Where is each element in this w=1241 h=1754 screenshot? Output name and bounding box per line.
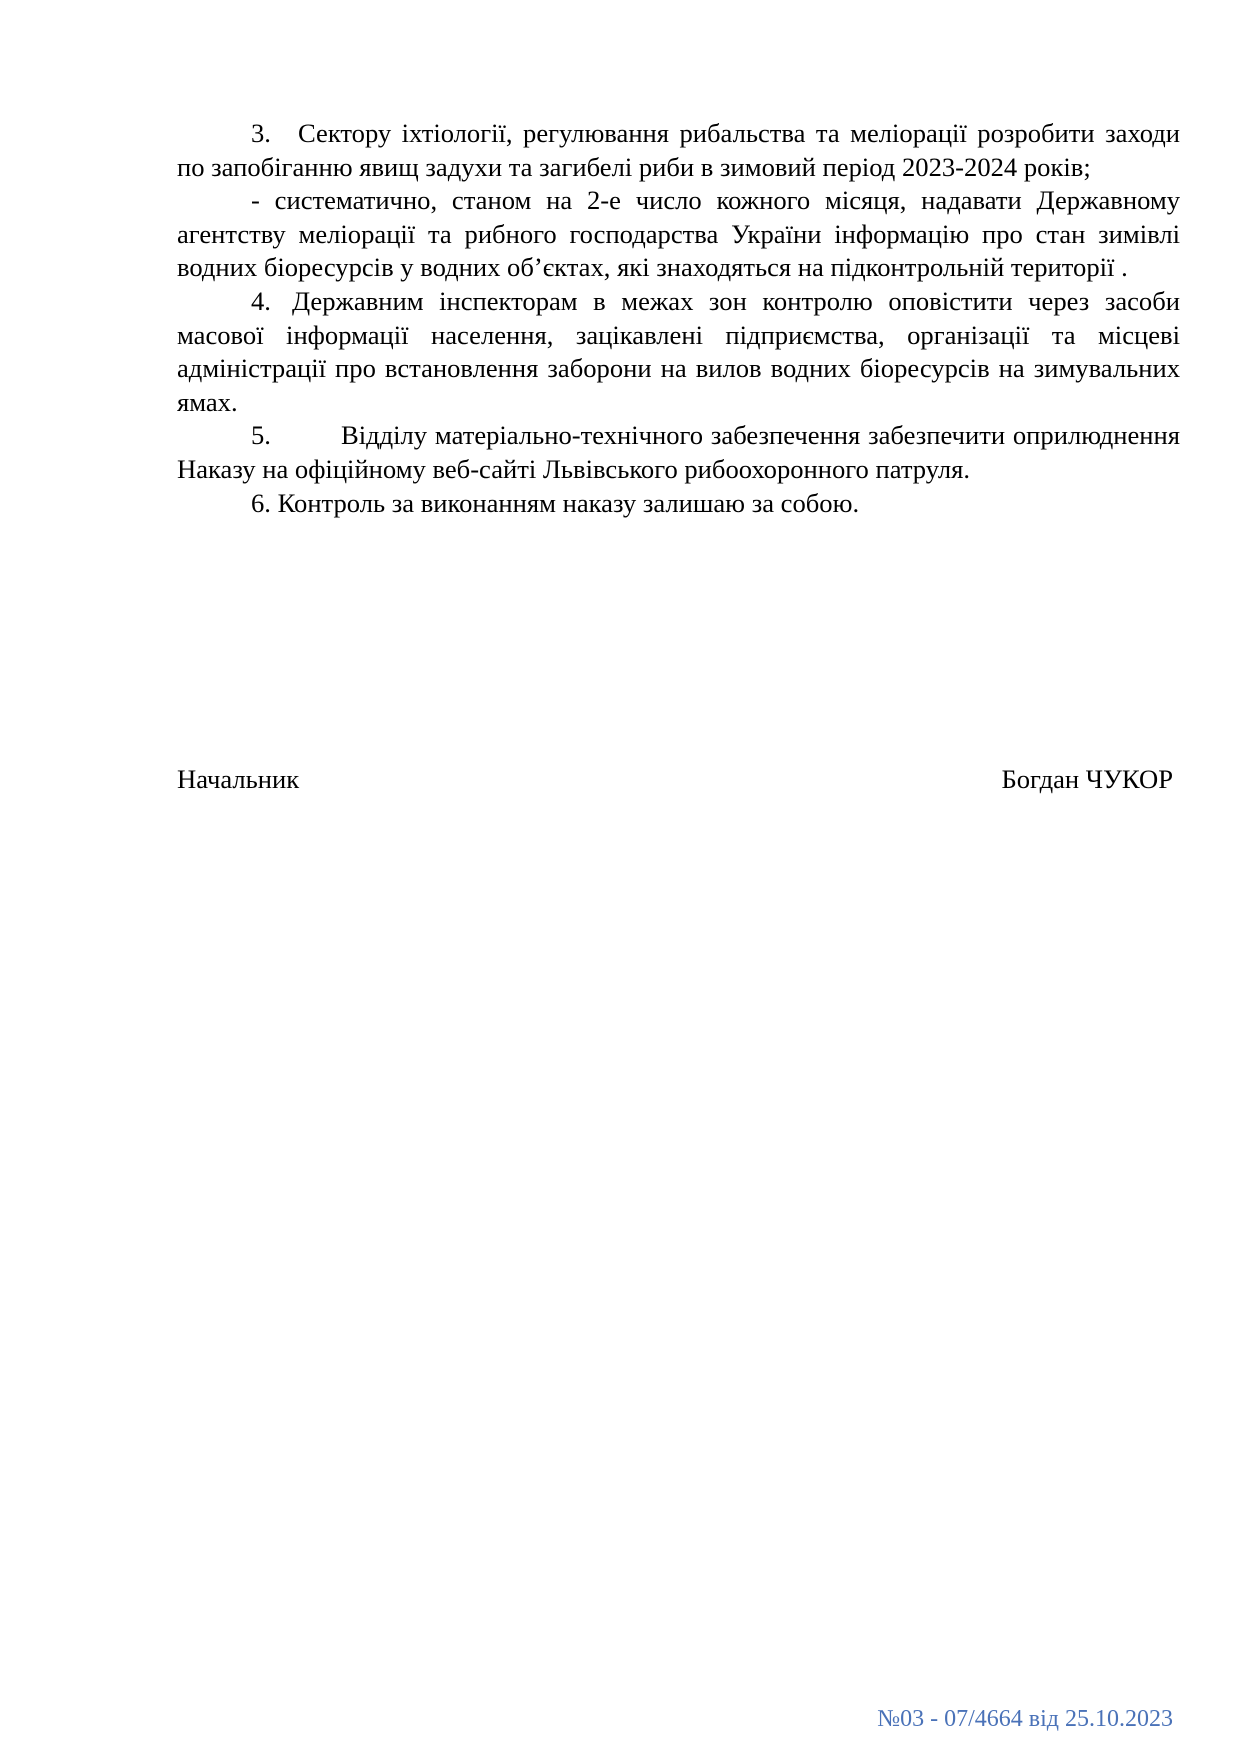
paragraph-text: Сектору іхтіології, регулювання рибальства та меліорації розробити заходи по запобіганню явищ задухи та загибелі риби в зимовий період 2023-2024 років; <box>177 118 1180 182</box>
paragraph-text: Контроль за виконанням наказу залишаю за собою. <box>277 487 860 518</box>
signatory-name: Богдан ЧУКОР <box>1001 764 1173 794</box>
paragraph-number: 6. <box>251 487 271 518</box>
paragraph-6 <box>177 487 1180 521</box>
paragraph-3 <box>177 117 1180 184</box>
document-body <box>177 117 1180 520</box>
signature-block <box>177 763 1173 797</box>
paragraph-5 <box>177 419 1180 486</box>
signatory-position: Начальник <box>177 764 300 794</box>
paragraph-number: 3. <box>251 118 271 148</box>
paragraph-number: 5. <box>251 420 271 451</box>
paragraph-text: Відділу матеріально-технічного забезпечення забезпечити оприлюднення Наказу на офіційному веб-сайті Львівського рибоохоронного патруля. <box>177 420 1180 484</box>
paragraph-text: Державним інспекторам в межах зон контролю оповістити через засоби масової інформації населення, зацікавлені підприємства, організації та місцеві адміністрації про встановлення заборони на вилов водних біоресурсів на зимувальних ямах. <box>177 285 1180 417</box>
paragraph-number: 4. <box>251 285 271 316</box>
paragraph-text: - систематично, станом на 2-е число кожного місяця, надавати Державному агентству меліорації та рибного господарства України інформацію про стан зимівлі водних біоресурсів у водних об’єктах, які знаходяться на підконтрольній території . <box>177 185 1180 283</box>
paragraph-4 <box>177 285 1180 419</box>
registration-number: №03 - 07/4664 від 25.10.2023 <box>877 1706 1173 1732</box>
paragraph-3-sub <box>177 184 1180 285</box>
